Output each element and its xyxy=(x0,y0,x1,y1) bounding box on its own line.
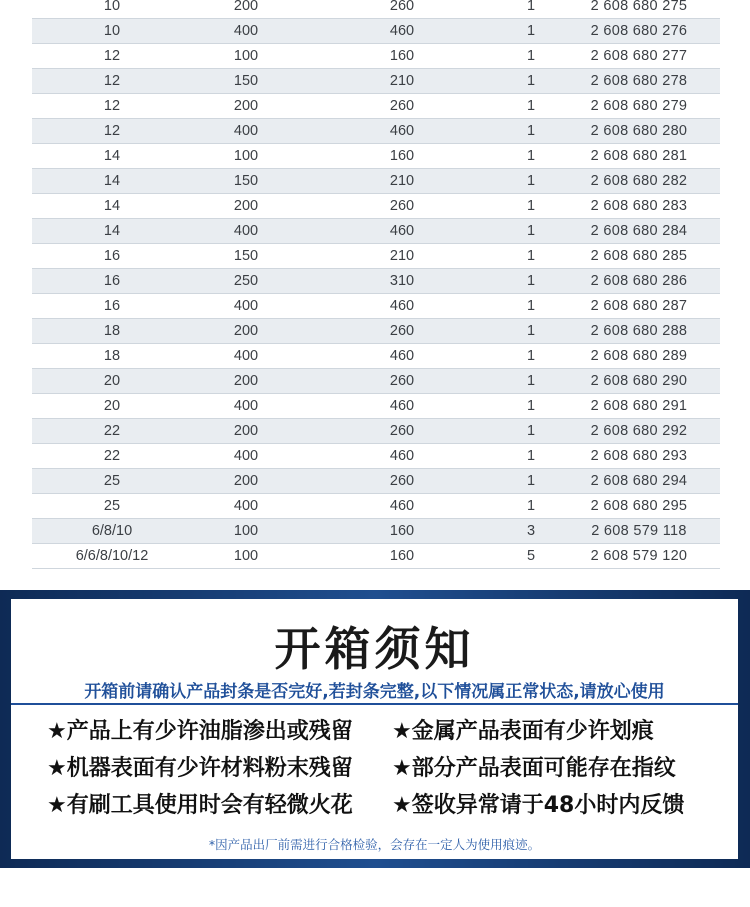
table-cell: 200 xyxy=(192,419,300,444)
table-row xyxy=(32,394,720,419)
table-cell: 200 xyxy=(192,194,300,219)
table-cell: 1 xyxy=(504,269,558,294)
table-cell: 460 xyxy=(300,344,504,369)
table-cell: 200 xyxy=(192,319,300,344)
table-cell: 160 xyxy=(300,144,504,169)
table-row xyxy=(32,194,720,219)
table-row xyxy=(32,494,720,519)
notice-footnote: *因产品出厂前需进行合格检验，会存在一定人为使用痕迹。 xyxy=(208,837,541,852)
table-cell: 400 xyxy=(192,219,300,244)
table-cell: 200 xyxy=(192,94,300,119)
notice-item-row xyxy=(47,787,727,824)
table-cell: 150 xyxy=(192,169,300,194)
table-cell: 1 xyxy=(504,294,558,319)
table-row xyxy=(32,419,720,444)
notice-item: ★产品上有少许油脂渗出或残留 xyxy=(47,719,353,744)
table-cell: 1 xyxy=(504,469,558,494)
table-cell: 2 608 680 288 xyxy=(558,319,720,344)
table-cell: 2 608 680 280 xyxy=(558,119,720,144)
table-row xyxy=(32,44,720,69)
table-cell: 1 xyxy=(504,244,558,269)
table-cell: 2 608 680 294 xyxy=(558,469,720,494)
table-cell: 2 608 680 292 xyxy=(558,419,720,444)
table-cell: 2 608 680 281 xyxy=(558,144,720,169)
table-cell: 400 xyxy=(192,444,300,469)
table-cell: 14 xyxy=(32,219,192,244)
table-cell: 1 xyxy=(504,194,558,219)
table-cell: 18 xyxy=(32,319,192,344)
table-cell: 20 xyxy=(32,394,192,419)
table-cell: 22 xyxy=(32,419,192,444)
table-cell: 2 608 680 286 xyxy=(558,269,720,294)
table-row xyxy=(32,344,720,369)
table-cell: 2 608 680 275 xyxy=(558,0,720,19)
table-cell: 260 xyxy=(300,419,504,444)
table-cell: 210 xyxy=(300,69,504,94)
table-cell: 200 xyxy=(192,369,300,394)
table-cell: 2 608 680 290 xyxy=(558,369,720,394)
table-cell: 1 xyxy=(504,169,558,194)
table-cell: 200 xyxy=(192,0,300,19)
notice-item: ★金属产品表面有少许划痕 xyxy=(392,719,654,744)
table-cell: 2 608 680 277 xyxy=(558,44,720,69)
notice-item: ★有刷工具使用时会有轻微火花 xyxy=(47,793,353,818)
table-cell: 260 xyxy=(300,469,504,494)
spec-table xyxy=(32,0,720,569)
table-cell: 2 608 680 285 xyxy=(558,244,720,269)
table-cell: 10 xyxy=(32,0,192,19)
table-cell: 460 xyxy=(300,219,504,244)
table-cell: 14 xyxy=(32,144,192,169)
table-cell: 10 xyxy=(32,19,192,44)
table-cell: 260 xyxy=(300,319,504,344)
table-cell: 100 xyxy=(192,44,300,69)
table-cell: 1 xyxy=(504,494,558,519)
table-cell: 14 xyxy=(32,194,192,219)
table-cell: 2 608 680 284 xyxy=(558,219,720,244)
table-row xyxy=(32,119,720,144)
table-row xyxy=(32,269,720,294)
table-cell: 1 xyxy=(504,144,558,169)
table-cell: 2 608 680 283 xyxy=(558,194,720,219)
table-cell: 210 xyxy=(300,169,504,194)
table-cell: 1 xyxy=(504,319,558,344)
table-cell: 12 xyxy=(32,69,192,94)
unboxing-notice-panel xyxy=(0,590,750,868)
table-cell: 160 xyxy=(300,44,504,69)
notice-card xyxy=(11,599,738,859)
table-cell: 20 xyxy=(32,369,192,394)
table-cell: 2 608 579 120 xyxy=(558,544,720,569)
notice-item-row xyxy=(47,750,727,787)
table-cell: 400 xyxy=(192,394,300,419)
notice-item: ★部分产品表面可能存在指纹 xyxy=(392,756,676,781)
table-row xyxy=(32,144,720,169)
table-cell: 6/8/10 xyxy=(32,519,192,544)
notice-item-row xyxy=(47,713,727,750)
table-cell: 2 608 680 289 xyxy=(558,344,720,369)
table-cell: 400 xyxy=(192,19,300,44)
table-cell: 1 xyxy=(504,44,558,69)
table-cell: 2 608 579 118 xyxy=(558,519,720,544)
table-cell: 25 xyxy=(32,494,192,519)
table-cell: 14 xyxy=(32,169,192,194)
table-cell: 1 xyxy=(504,394,558,419)
table-cell: 460 xyxy=(300,19,504,44)
table-cell: 400 xyxy=(192,119,300,144)
table-cell: 210 xyxy=(300,244,504,269)
table-cell: 160 xyxy=(300,519,504,544)
table-row xyxy=(32,469,720,494)
table-cell: 18 xyxy=(32,344,192,369)
table-cell: 1 xyxy=(504,69,558,94)
table-cell: 2 608 680 295 xyxy=(558,494,720,519)
table-row xyxy=(32,69,720,94)
table-cell: 12 xyxy=(32,119,192,144)
table-cell: 460 xyxy=(300,294,504,319)
table-cell: 2 608 680 278 xyxy=(558,69,720,94)
table-cell: 2 608 680 293 xyxy=(558,444,720,469)
table-row xyxy=(32,519,720,544)
table-cell: 12 xyxy=(32,94,192,119)
table-cell: 260 xyxy=(300,194,504,219)
table-cell: 1 xyxy=(504,19,558,44)
table-row xyxy=(32,444,720,469)
table-cell: 2 608 680 291 xyxy=(558,394,720,419)
table-cell: 1 xyxy=(504,0,558,19)
table-cell: 1 xyxy=(504,219,558,244)
notice-item: ★签收异常请于48小时内反馈 xyxy=(392,793,685,818)
table-cell: 2 608 680 282 xyxy=(558,169,720,194)
table-cell: 400 xyxy=(192,294,300,319)
notice-item: ★机器表面有少许材料粉末残留 xyxy=(47,756,353,781)
table-cell: 1 xyxy=(504,444,558,469)
table-cell: 1 xyxy=(504,419,558,444)
table-row xyxy=(32,319,720,344)
notice-subtitle: 开箱前请确认产品封条是否完好,若封条完整,以下情况属正常状态,请放心使用 xyxy=(84,682,665,702)
table-cell: 260 xyxy=(300,369,504,394)
table-cell: 460 xyxy=(300,119,504,144)
table-cell: 6/6/8/10/12 xyxy=(32,544,192,569)
table-cell: 1 xyxy=(504,369,558,394)
table-row xyxy=(32,94,720,119)
notice-items xyxy=(47,713,727,824)
table-cell: 25 xyxy=(32,469,192,494)
table-cell: 150 xyxy=(192,244,300,269)
table-cell: 100 xyxy=(192,544,300,569)
table-row xyxy=(32,19,720,44)
table-row xyxy=(32,169,720,194)
table-row xyxy=(32,294,720,319)
table-cell: 1 xyxy=(504,119,558,144)
table-cell: 16 xyxy=(32,269,192,294)
table-cell: 1 xyxy=(504,94,558,119)
table-cell: 400 xyxy=(192,494,300,519)
table-cell: 16 xyxy=(32,244,192,269)
table-cell: 2 608 680 287 xyxy=(558,294,720,319)
table-row xyxy=(32,544,720,569)
table-row xyxy=(32,219,720,244)
table-cell: 150 xyxy=(192,69,300,94)
notice-title: 开箱须知 xyxy=(274,622,475,676)
table-cell: 5 xyxy=(504,544,558,569)
table-cell: 460 xyxy=(300,394,504,419)
table-cell: 400 xyxy=(192,344,300,369)
table-cell: 12 xyxy=(32,44,192,69)
table-row xyxy=(32,0,720,19)
table-cell: 250 xyxy=(192,269,300,294)
bottom-margin xyxy=(0,868,750,907)
table-row xyxy=(32,244,720,269)
table-cell: 2 608 680 276 xyxy=(558,19,720,44)
table-cell: 100 xyxy=(192,519,300,544)
table-cell: 310 xyxy=(300,269,504,294)
table-cell: 460 xyxy=(300,494,504,519)
table-cell: 3 xyxy=(504,519,558,544)
table-cell: 2 608 680 279 xyxy=(558,94,720,119)
table-cell: 16 xyxy=(32,294,192,319)
table-cell: 160 xyxy=(300,544,504,569)
spec-table-body xyxy=(32,0,720,569)
table-cell: 22 xyxy=(32,444,192,469)
table-cell: 460 xyxy=(300,444,504,469)
notice-divider xyxy=(11,703,738,705)
table-cell: 100 xyxy=(192,144,300,169)
table-cell: 260 xyxy=(300,94,504,119)
table-row xyxy=(32,369,720,394)
table-cell: 260 xyxy=(300,0,504,19)
table-cell: 200 xyxy=(192,469,300,494)
table-cell: 1 xyxy=(504,344,558,369)
